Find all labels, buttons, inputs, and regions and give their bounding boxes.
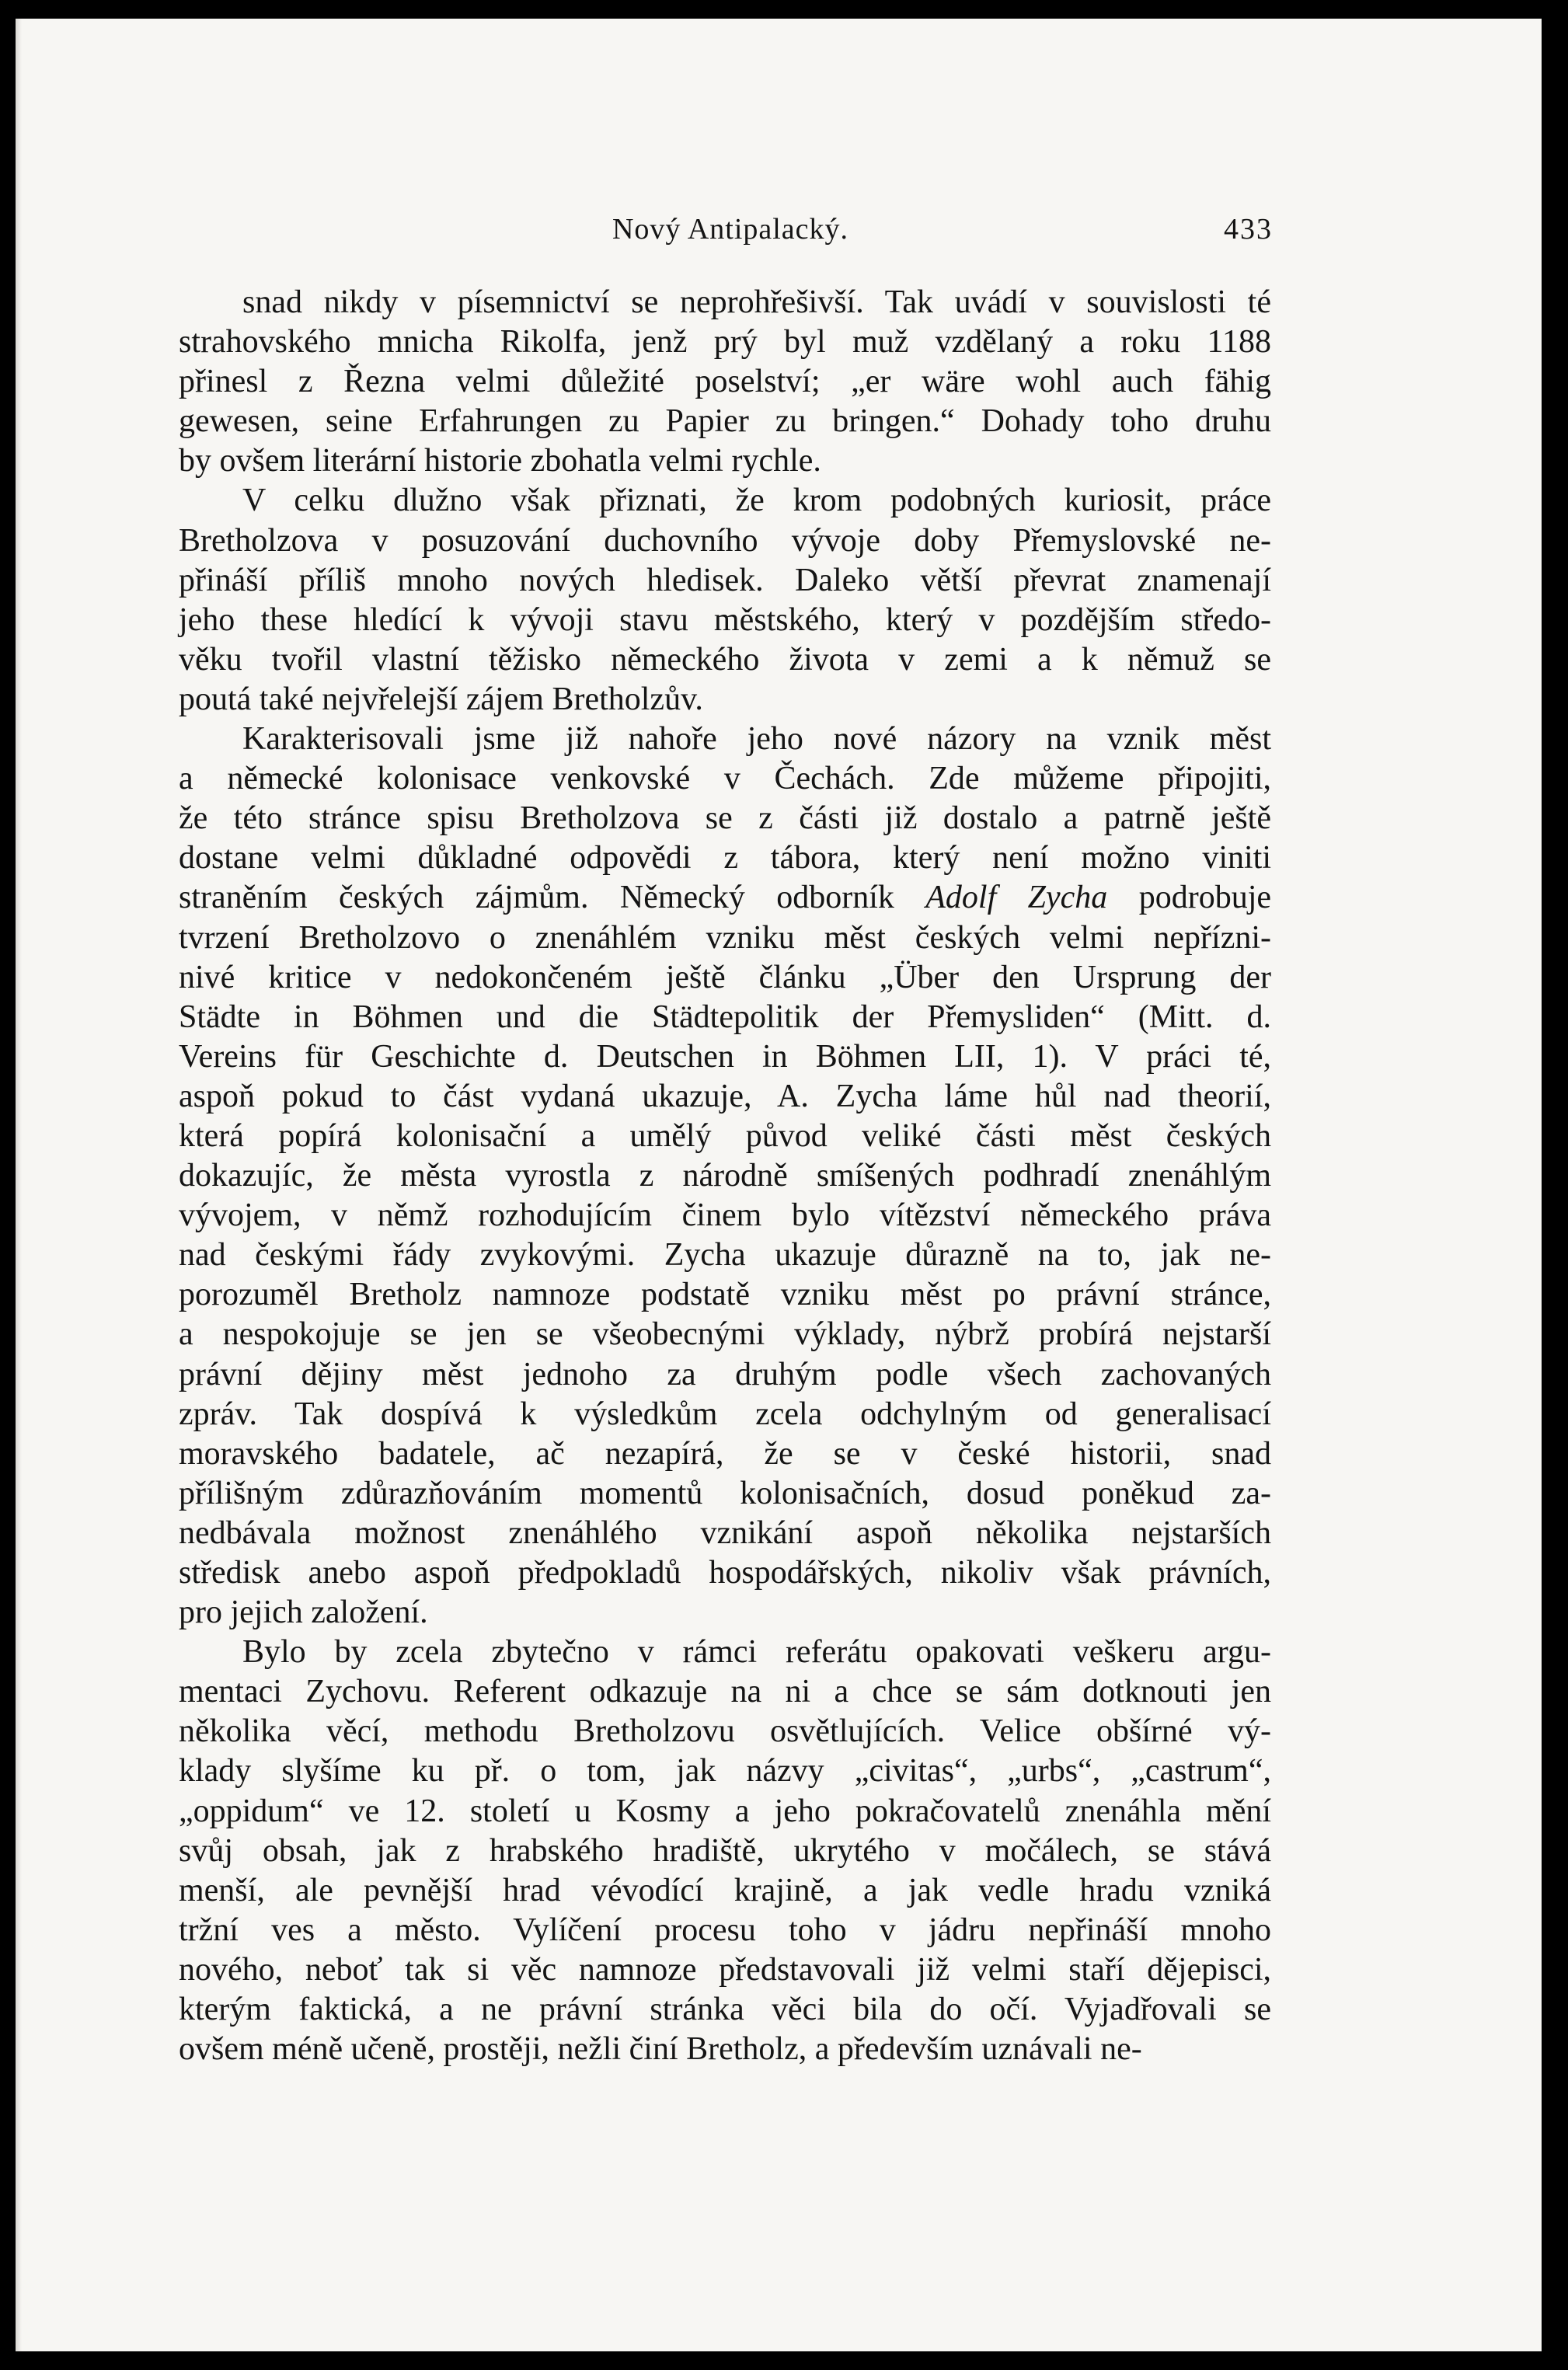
text-line: Bretholzova v posuzování duchovního vývoje doby Přemyslovské ne- [179, 522, 1271, 559]
text-line: tržní ves a město. Vylíčení procesu toho v jádru nepřináší mnoho [179, 1912, 1271, 1948]
running-title: Nový Antipalacký. [612, 213, 849, 246]
text-line: nového, neboť tak si věc namnoze představovali již velmi staří dějepisci, [179, 1951, 1271, 1988]
text-line: ovšem méně učeně, prostěji, nežli činí Bretholz, a především uznávali ne- [179, 2031, 1142, 2068]
text-line: svůj obsah, jak z hrabského hradiště, ukrytého v močálech, se stává [179, 1832, 1271, 1869]
text-line: nedbávala možnost znenáhlého vznikání aspoň několika nejstarších [179, 1514, 1271, 1551]
text-line: moravského badatele, ač nezapírá, že se v české historii, snad [179, 1435, 1271, 1472]
text-line: gewesen, seine Erfahrungen zu Papier zu bringen.“ Dohady toho druhu [179, 403, 1271, 440]
text-line: několika věcí, methodu Bretholzovu osvětlujících. Velice obšírné vý- [179, 1713, 1271, 1750]
author-name-italic: Adolf Zycha [925, 880, 1108, 916]
text-line: „oppidum“ ve 12. století u Kosmy a jeho pokračovatelů znenáhla mění [179, 1793, 1271, 1829]
text-line: a nespokojuje se jen se všeobecnými výklady, nýbrž probírá nejstarší [179, 1316, 1271, 1353]
body-text [179, 283, 1271, 2069]
text-line: Bylo by zcela zbytečno v rámci referátu opakovati veškeru argu- [242, 1634, 1271, 1671]
text-line: věku tvořil vlastní těžisko německého života v zemi a k němuž se [179, 641, 1271, 678]
text-line: Karakterisovali jsme již nahoře jeho nové názory na vznik měst [242, 721, 1271, 758]
text-line: přinesl z Řezna velmi důležité poselství; „er wäre wohl auch fähig [179, 364, 1271, 400]
text-line: že této stránce spisu Bretholzova se z části již dostalo a patrně ještě [179, 800, 1271, 837]
text-line: přílišným zdůrazňováním momentů kolonisačních, dosud poněkud za- [179, 1475, 1271, 1511]
text-line: porozuměl Bretholz namnoze podstatě vzniku měst po právní stránce, [179, 1277, 1271, 1313]
text-line: straněním českých zájmům. Německý odborník Adolf Zycha podrobuje [179, 880, 1272, 916]
text-line: nad českými řády zvykovými. Zycha ukazuje důrazně na to, jak ne- [179, 1237, 1271, 1274]
text-line: tvrzení Bretholzovo o znenáhlém vzniku měst českých velmi nepřízni- [179, 919, 1271, 956]
text-line: kterým faktická, a ne právní stránka věci bila do očí. Vyjadřovali se [179, 1992, 1271, 2028]
text-line: by ovšem literární historie zbohatla velmi rychle. [179, 443, 821, 479]
text-line: V celku dlužno však přiznati, že krom podobných kuriosit, práce [242, 483, 1271, 519]
text-line: vývojem, v němž rozhodujícím činem bylo vítězství německého práva [179, 1197, 1271, 1234]
text-line: klady slyšíme ku př. o tom, jak názvy „civitas“, „urbs“, „castrum“, [179, 1753, 1271, 1790]
text-line: nivé kritice v nedokončeném ještě článku „Über den Ursprung der [179, 959, 1271, 995]
page-number: 433 [1224, 213, 1273, 246]
running-header [0, 210, 1568, 249]
text-line: poutá také nejvřelejší zájem Bretholzův. [179, 681, 703, 717]
text-line: strahovského mnicha Rikolfa, jenž prý byl muž vzdělaný a roku 1188 [179, 324, 1271, 361]
page-spine-shadow [16, 19, 22, 2351]
text-line: zpráv. Tak dospívá k výsledkům zcela odchylným od generalisací [179, 1396, 1271, 1432]
text-line: která popírá kolonisační a umělý původ veliké části měst českých [179, 1117, 1271, 1154]
text-line: středisk anebo aspoň předpokladů hospodářských, nikoliv však právních, [179, 1555, 1271, 1591]
text-line: mentaci Zychovu. Referent odkazuje na ni a chce se sám dotknouti jen [179, 1674, 1271, 1710]
text-line: a německé kolonisace venkovské v Čechách. Zde můžeme připojiti, [179, 761, 1271, 797]
text-line: právní dějiny měst jednoho za druhým podle všech zachovaných [179, 1356, 1271, 1392]
text-line: dokazujíc, že města vyrostla z národně smíšených podhradí znenáhlým [179, 1158, 1271, 1194]
text-line: dostane velmi důkladné odpovědi z tábora, který není možno viniti [179, 840, 1271, 877]
text-line: Vereins für Geschichte d. Deutschen in Böhmen LII, 1). V práci té, [179, 1038, 1271, 1075]
text-line: aspoň pokud to část vydaná ukazuje, A. Zycha láme hůl nad theorií, [179, 1078, 1271, 1114]
text-line: Städte in Böhmen und die Städtepolitik der Přemysliden“ (Mitt. d. [179, 999, 1271, 1035]
text-line: pro jejich založení. [179, 1595, 428, 1631]
text-line: menší, ale pevnější hrad vévodící krajině, a jak vedle hradu vzniká [179, 1872, 1271, 1908]
text-line: přináší příliš mnoho nových hledisek. Daleko větší převrat znamenají [179, 562, 1271, 598]
text-line: jeho these hledící k vývoji stavu městského, který v pozdějším středo- [179, 601, 1271, 638]
text-line: snad nikdy v písemnictví se neprohřešivší. Tak uvádí v souvislosti té [242, 284, 1271, 320]
